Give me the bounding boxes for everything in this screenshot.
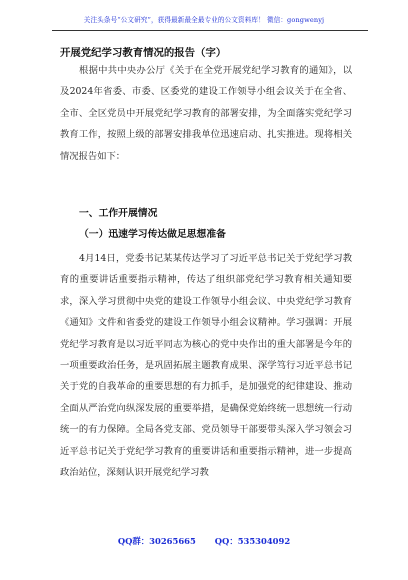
intro-paragraph: 根据中共中央办公厅《关于在全党开展党纪学习教育的通知》，以及2024年省委、市委、区委党的建设工作领导小组会议关于在全省、全市、全区党员中开展党纪学习教育的部署安排，为全面落实党纪学习教育工作，按照上级的部署安排我单位迅速启动、扎实推进。现将相关情况报告如下： (60, 65, 352, 162)
subsection-heading: （一）迅速学习传达做足思想准备 (79, 229, 226, 240)
footer-qq-group: QQ群：30265665 (117, 536, 196, 546)
footer-contact (0, 535, 408, 547)
section-heading: 一、工作开展情况 (79, 208, 158, 219)
footer-qq: QQ：535304092 (214, 536, 291, 546)
header-divider (52, 30, 368, 31)
document-title: 开展党纪学习教育情况的报告（字） (60, 47, 227, 59)
header-notice: 关注头条号“公文研究”，获得最新最全最专业的公文资料库！ 微信：gongwenyj (83, 16, 325, 24)
body-paragraph: 4月14日，党委书记某某传达学习了习近平总书记关于党纪学习教育的重要讲话重要指示精神，传达了组织部党纪学习教育相关通知要求，深入学习贯彻中央党的建设工作领导小组会议、中央党纪学习教育《通知》文件和省委党的建设工作领导小组会议精神。学习强调：开展党纪学习教育是以习近平同志为核心的党中央作出的重大部署是今年的一项重要政治任务，是巩固拓展主题教育成果、深学笃行习近平总书记关于党的自我革命的重要思想的有力抓手，是加强党的纪律建设、推动全面从严治党向纵深发展的重要举措，是确保党始终统一思想统一行动统一的有力保障。全局各党支部、党员领导干部要带头深入学习领会习近平总书记关于党纪学习教育的重要讲话和重要指示精神，进一步提高政治站位，深刻认识开展党纪学习教 (60, 253, 352, 479)
